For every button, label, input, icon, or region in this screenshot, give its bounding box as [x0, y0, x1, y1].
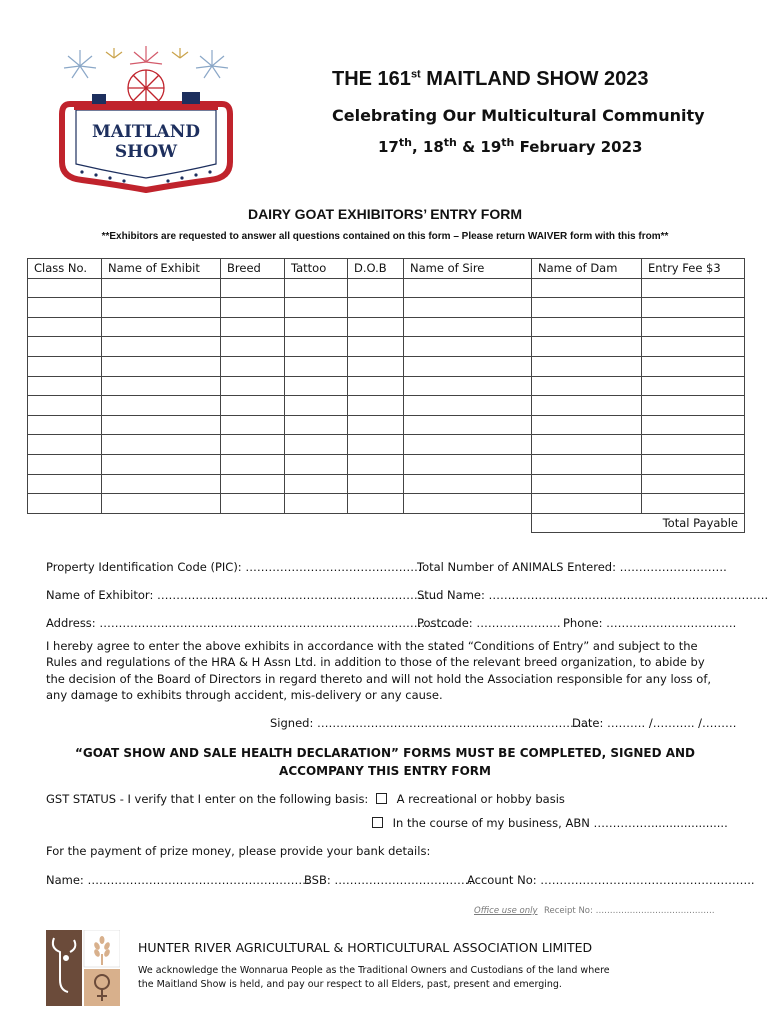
entry-cell[interactable] [285, 415, 348, 435]
col-tattoo: Tattoo [285, 259, 348, 279]
entry-cell[interactable] [348, 337, 404, 357]
table-row [28, 396, 745, 416]
entry-cell[interactable] [404, 435, 532, 455]
entry-cell[interactable] [28, 396, 102, 416]
entry-cell[interactable] [532, 278, 642, 298]
entry-cell[interactable] [28, 376, 102, 396]
entry-cell[interactable] [102, 376, 221, 396]
entry-cell[interactable] [285, 356, 348, 376]
entry-cell[interactable] [404, 494, 532, 514]
entry-cell[interactable] [348, 494, 404, 514]
entry-cell[interactable] [532, 317, 642, 337]
gst-status-row [46, 792, 565, 806]
bank-details-intro: For the payment of prize money, please provide your bank details: [46, 844, 431, 858]
entry-cell[interactable] [532, 435, 642, 455]
entry-cell[interactable] [404, 337, 532, 357]
col-dob: D.O.B [348, 259, 404, 279]
entry-cell[interactable] [348, 435, 404, 455]
entry-cell[interactable] [221, 415, 285, 435]
postcode-field[interactable]: Postcode: …………………. [417, 616, 561, 630]
entry-cell[interactable] [532, 337, 642, 357]
entry-cell[interactable] [221, 298, 285, 318]
entry-cell[interactable] [348, 396, 404, 416]
table-row [28, 317, 745, 337]
entry-cell[interactable] [28, 317, 102, 337]
entry-cell[interactable] [642, 317, 745, 337]
col-class-no: Class No. [28, 259, 102, 279]
date-field[interactable]: Date: ………. /……….. /……… [572, 716, 737, 730]
entry-cell[interactable] [404, 396, 532, 416]
entry-cell[interactable] [28, 435, 102, 455]
col-name-of-sire: Name of Sire [404, 259, 532, 279]
entry-cell[interactable] [348, 376, 404, 396]
entry-cell[interactable] [221, 396, 285, 416]
hobby-basis-label: A recreational or hobby basis [396, 792, 565, 806]
col-name-of-exhibit: Name of Exhibit [102, 259, 221, 279]
entry-cell[interactable] [642, 494, 745, 514]
account-no-field[interactable]: Account No: ……………………………………………….. [467, 873, 755, 887]
table-header-row [28, 259, 745, 279]
entry-cell[interactable] [404, 474, 532, 494]
entry-cell[interactable] [285, 494, 348, 514]
entry-cell[interactable] [285, 278, 348, 298]
ferris-wheel-icon [128, 70, 164, 106]
form-title: DAIRY GOAT EXHIBITORS’ ENTRY FORM [247, 206, 523, 222]
entry-cell[interactable] [642, 454, 745, 474]
table-row [28, 474, 745, 494]
logo-text-show: SHOW [114, 142, 178, 162]
col-breed: Breed [221, 259, 285, 279]
table-row [28, 356, 745, 376]
entry-cell[interactable] [348, 356, 404, 376]
entry-cell[interactable] [404, 278, 532, 298]
entry-cell[interactable] [642, 278, 745, 298]
entry-cell[interactable] [532, 356, 642, 376]
gst-status-label: GST STATUS - I verify that I enter on the following basis: [46, 792, 369, 806]
stud-name-field[interactable]: Stud Name: ………………………………………………………………. [417, 588, 769, 602]
entry-cell[interactable] [221, 494, 285, 514]
entry-cell[interactable] [285, 396, 348, 416]
entry-cell[interactable] [532, 454, 642, 474]
entry-cell[interactable] [404, 298, 532, 318]
entry-cell[interactable] [102, 317, 221, 337]
entry-cell[interactable] [404, 454, 532, 474]
entry-cell[interactable] [532, 376, 642, 396]
association-logo [46, 930, 120, 1006]
entry-cell[interactable] [221, 278, 285, 298]
business-basis-row [368, 816, 728, 830]
entry-cell[interactable] [28, 494, 102, 514]
entry-cell[interactable] [102, 396, 221, 416]
entry-cell[interactable] [221, 337, 285, 357]
entry-cell[interactable] [642, 474, 745, 494]
entry-cell[interactable] [28, 278, 102, 298]
total-animals-field[interactable]: Total Number of ANIMALS Entered: ………………………. [417, 560, 727, 574]
health-declaration-notice: “GOAT SHOW AND SALE HEALTH DECLARATION” FORMS MUST BE COMPLETED, SIGNED AND ACCOMPANY THIS ENTRY FORM [74, 746, 695, 778]
entry-cell[interactable] [404, 356, 532, 376]
entry-cell[interactable] [28, 454, 102, 474]
entry-cell[interactable] [642, 376, 745, 396]
entry-cell[interactable] [642, 337, 745, 357]
entry-cell[interactable] [28, 474, 102, 494]
entry-cell[interactable] [532, 474, 642, 494]
entry-table [27, 258, 745, 533]
entry-cell[interactable] [404, 317, 532, 337]
entry-cell[interactable] [102, 356, 221, 376]
entry-cell[interactable] [221, 317, 285, 337]
entry-cell[interactable] [285, 376, 348, 396]
entry-cell[interactable] [642, 415, 745, 435]
entry-cell[interactable] [532, 415, 642, 435]
exhibitor-name-field[interactable]: Name of Exhibitor: ………………………………………………………………. [46, 588, 437, 602]
entry-cell[interactable] [102, 298, 221, 318]
entry-cell[interactable] [221, 435, 285, 455]
entry-cell[interactable] [102, 337, 221, 357]
entry-cell[interactable] [285, 435, 348, 455]
entry-cell[interactable] [532, 298, 642, 318]
signed-field[interactable]: Signed: ……………………………………………………………... [270, 716, 593, 730]
entry-cell[interactable] [102, 494, 221, 514]
table-row [28, 494, 745, 514]
table-row [28, 415, 745, 435]
entry-cell[interactable] [642, 298, 745, 318]
business-basis-checkbox[interactable] [372, 817, 383, 828]
agreement-text: I hereby agree to enter the above exhibits in accordance with the stated “Conditions of Entry” and subject to the Rules and regulations of the HRA & H Assn Ltd. in addition to those of the relevant breed organization, to abide by the decision of the Board of Directors in regard thereto and will not hold the Association responsible for any loss of, any damage to exhibits through accident, mis-delivery or any cause. [46, 639, 712, 703]
show-subtitle: Celebrating Our Multicultural Community [332, 106, 705, 125]
entry-cell[interactable] [532, 396, 642, 416]
business-basis-label[interactable]: In the course of my business, ABN ……………..................... [392, 816, 728, 830]
col-entry-fee: Entry Fee $3 [642, 259, 745, 279]
show-dates: 17th, 18th & 19th February 2023 [378, 136, 643, 156]
table-row [28, 278, 745, 298]
entry-cell[interactable] [221, 474, 285, 494]
entry-cell[interactable] [102, 474, 221, 494]
phone-field[interactable]: Phone: ……………………………. [563, 616, 737, 630]
entry-cell[interactable] [285, 454, 348, 474]
entry-cell[interactable] [285, 298, 348, 318]
entry-cell[interactable] [28, 415, 102, 435]
col-name-of-dam: Name of Dam [532, 259, 642, 279]
hobby-basis-checkbox[interactable] [376, 793, 387, 804]
entry-cell[interactable] [348, 415, 404, 435]
total-payable-label: Total Payable [532, 513, 745, 533]
entry-cell[interactable] [348, 317, 404, 337]
total-row [28, 513, 745, 533]
entry-cell[interactable] [221, 454, 285, 474]
show-title: THE 161st MAITLAND SHOW 2023 [332, 68, 649, 90]
entry-cell[interactable] [348, 454, 404, 474]
entry-cell[interactable] [642, 356, 745, 376]
entry-cell[interactable] [102, 435, 221, 455]
entry-cell[interactable] [285, 337, 348, 357]
table-row [28, 337, 745, 357]
receipt-no-field[interactable]: Receipt No: …………………………………… [544, 906, 715, 916]
entry-cell[interactable] [221, 356, 285, 376]
office-use-label: Office use only [474, 906, 538, 916]
entry-cell[interactable] [532, 494, 642, 514]
entry-cell[interactable] [28, 298, 102, 318]
entry-cell[interactable] [102, 278, 221, 298]
entry-cell[interactable] [221, 376, 285, 396]
maitland-show-logo [52, 44, 240, 196]
entry-cell[interactable] [348, 278, 404, 298]
entry-cell[interactable] [404, 415, 532, 435]
table-row [28, 376, 745, 396]
entry-cell[interactable] [642, 396, 745, 416]
table-row [28, 454, 745, 474]
entry-cell[interactable] [28, 356, 102, 376]
entry-cell[interactable] [642, 435, 745, 455]
bsb-field[interactable]: BSB: ………………………………. [304, 873, 477, 887]
address-field[interactable]: Address: …………………………………………………………………………………. [46, 616, 460, 630]
entry-cell[interactable] [404, 376, 532, 396]
form-note: **Exhibitors are requested to answer all questions contained on this form – Please return WAIVER form with this from** [101, 231, 669, 242]
entry-cell[interactable] [102, 454, 221, 474]
bank-name-field[interactable]: Name: …………………………………………………. [46, 873, 310, 887]
entry-cell[interactable] [102, 415, 221, 435]
entry-cell[interactable] [285, 317, 348, 337]
table-row [28, 435, 745, 455]
entry-cell[interactable] [28, 337, 102, 357]
logo-text-maitland: MAITLAND [91, 122, 201, 142]
acknowledgement-text: We acknowledge the Wonnarua People as the Traditional Owners and Custodians of the land where the Maitland Show is held, and pay our respect to all Elders, past, present and emerging. [138, 965, 610, 990]
entry-cell[interactable] [348, 474, 404, 494]
entry-cell[interactable] [348, 298, 404, 318]
association-name: HUNTER RIVER AGRICULTURAL & HORTICULTURAL ASSOCIATION LIMITED [138, 940, 593, 955]
pic-field[interactable]: Property Identification Code (PIC): ………………………………………. [46, 560, 422, 574]
table-row [28, 298, 745, 318]
entry-cell[interactable] [285, 474, 348, 494]
